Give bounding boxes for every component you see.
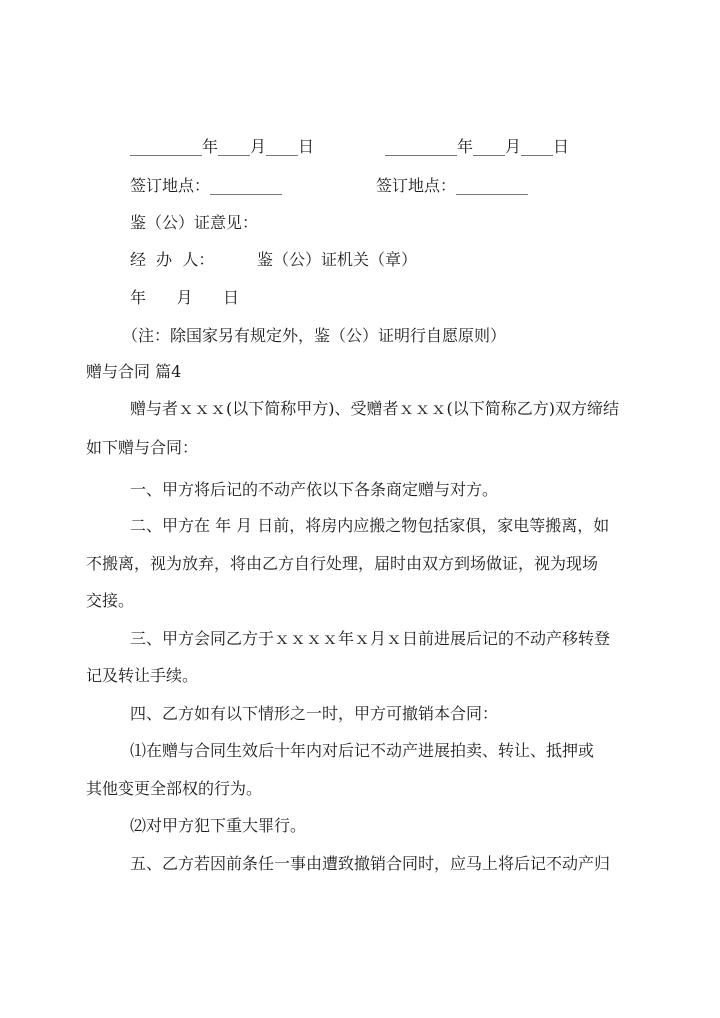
paragraph-line: 不搬离，视为放弃，将由乙方自行处理，届时由双方到场做证，视为现场 — [86, 554, 599, 573]
section-title: 赠与合同 篇4 — [86, 362, 182, 381]
paragraph-line: 五、乙方若因前条任一事由遭致撤销合同时，应马上将后记不动产归 — [130, 854, 611, 873]
paragraph-line: 二、甲方在 年 月 日前，将房内应搬之物包括家俱，家电等搬离，如 — [130, 516, 610, 535]
paragraph-line: 赠与者ｘｘｘ(以下简称甲方)、受赠者ｘｘｘ(以下简称乙方)双方缔结 — [130, 399, 619, 418]
paragraph-line: 如下赠与合同： — [86, 438, 199, 457]
signing-place-right: 签订地点：_________ — [376, 176, 529, 195]
handler-label: 经 办 人： — [130, 250, 215, 269]
signature-date-left: _________年____月____日 — [130, 137, 315, 156]
paragraph-line: 交接。 — [86, 591, 135, 610]
notary-office: 鉴（公）证机关（章） — [257, 250, 418, 269]
paragraph-line: ⑵对甲方犯下重大罪行。 — [130, 816, 307, 835]
paragraph-line: 记及转让手续。 — [86, 666, 199, 685]
signing-place-left: 签订地点：_________ — [130, 176, 283, 195]
paragraph-line: 三、甲方会同乙方于ｘｘｘｘ年ｘ月ｘ日前进展后记的不动产移转登 — [130, 629, 611, 648]
signature-date-right: _________年____月____日 — [385, 137, 570, 156]
paragraph-line: 四、乙方如有以下情形之一时，甲方可撤销本合同： — [130, 704, 499, 723]
date-year-month-day: 年 月 日 — [130, 288, 240, 307]
notary-opinion: 鉴（公）证意见： — [130, 213, 259, 232]
notary-note: （注：除国家另有规定外，鉴（公）证明行自愿原则） — [122, 326, 507, 345]
paragraph-line: 一、甲方将后记的不动产依以下各条商定赠与对方。 — [130, 480, 499, 499]
paragraph-line: 其他变更全部权的行为。 — [86, 779, 263, 798]
paragraph-line: ⑴在赠与合同生效后十年内对后记不动产进展拍卖、转让、抵押或 — [130, 741, 595, 760]
